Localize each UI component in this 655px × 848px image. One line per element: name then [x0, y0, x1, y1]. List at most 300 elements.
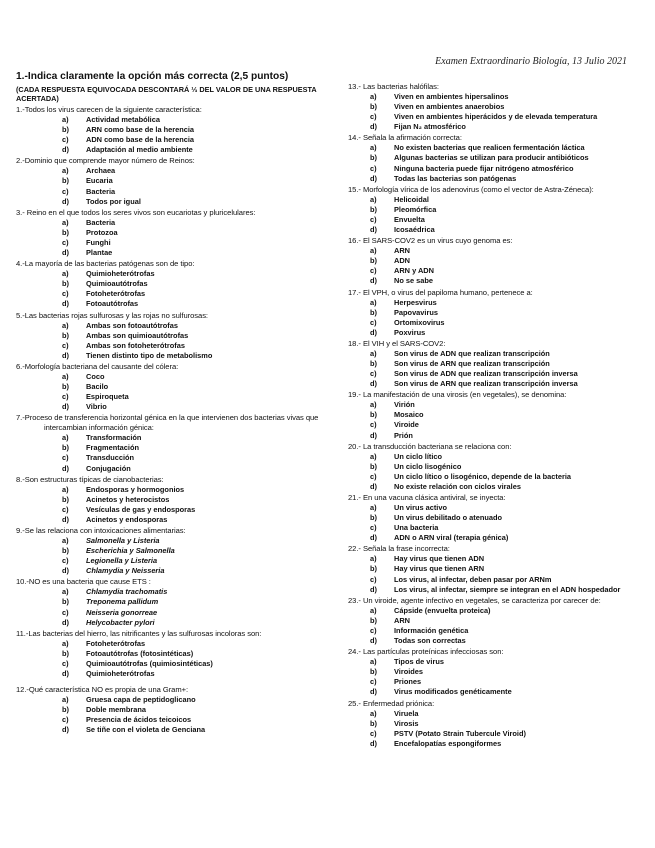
option-letter: a)	[370, 451, 377, 461]
answer-option[interactable]	[16, 125, 334, 135]
answer-option[interactable]	[16, 238, 334, 248]
answer-option[interactable]	[16, 321, 334, 331]
option-text: Salmonella y Listeria	[86, 536, 160, 545]
answer-option[interactable]	[348, 585, 648, 595]
option-letter: b)	[370, 513, 377, 523]
answer-option[interactable]	[348, 420, 648, 430]
answer-option[interactable]	[348, 122, 648, 132]
question	[16, 577, 334, 627]
exam-header: Examen Extraordinario Biología, 13 Julio 2021	[435, 56, 627, 67]
option-letter: b)	[370, 204, 377, 214]
option-letter: b)	[62, 443, 69, 453]
question	[348, 339, 648, 389]
option-text: Acinetos y heterocistos	[86, 494, 170, 504]
option-text: Quimioautótrofas	[86, 279, 148, 289]
option-text: PSTV (Potato Strain Tubercule Viroid)	[394, 728, 526, 738]
question	[16, 475, 334, 525]
answer-option[interactable]	[16, 228, 334, 238]
answer-option[interactable]	[16, 402, 334, 412]
option-text: Un virus debilitado o atenuado	[394, 513, 502, 523]
option-letter: d)	[370, 687, 377, 697]
option-letter: a)	[370, 400, 377, 410]
option-text: Viroide	[394, 420, 419, 430]
answer-option[interactable]	[348, 482, 648, 492]
option-letter: c)	[62, 556, 69, 566]
answer-option[interactable]	[348, 276, 648, 286]
option-text: Endosporas y hormogonios	[86, 484, 185, 494]
answer-option[interactable]	[16, 546, 334, 556]
answer-option[interactable]	[348, 205, 648, 215]
answer-option[interactable]	[16, 649, 334, 659]
option-letter: a)	[62, 115, 69, 124]
option-text: Chlamydia trachomatis	[86, 587, 168, 597]
option-text: Viven en ambientes anaerobios	[394, 102, 505, 112]
question-text: 16.- El SARS-COV2 es un virus cuyo genoma es:	[348, 236, 513, 246]
answer-option[interactable]	[16, 639, 334, 649]
answer-option[interactable]	[348, 513, 648, 523]
option-letter: c)	[370, 523, 377, 533]
option-letter: d)	[370, 327, 377, 337]
option-text: Información genética	[394, 625, 469, 635]
answer-option[interactable]	[16, 505, 334, 515]
option-letter: c)	[370, 471, 377, 481]
answer-option[interactable]	[348, 462, 648, 472]
option-text: Un virus activo	[394, 503, 447, 512]
answer-option[interactable]	[16, 135, 334, 145]
option-letter: d)	[62, 402, 69, 412]
option-text: Fotoautótrofas	[86, 299, 139, 309]
option-letter: a)	[370, 246, 377, 256]
option-text: Fotoheterótrofas	[86, 638, 146, 648]
option-letter: d)	[370, 481, 377, 491]
option-letter: d)	[62, 669, 69, 679]
option-text: Son virus de ARN que realizan transcripción inversa	[394, 379, 578, 389]
answer-option[interactable]	[16, 587, 334, 597]
option-letter: a)	[62, 433, 69, 443]
option-letter: b)	[370, 667, 377, 677]
question-text: 19.- La manifestación de una virosis (en vegetales), se denomina:	[348, 390, 567, 400]
option-letter: a)	[370, 605, 377, 615]
answer-option[interactable]	[16, 382, 334, 392]
option-text: Viven en ambientes hiperácidos y de elevada temperatura	[394, 112, 598, 122]
question	[348, 544, 648, 594]
option-text: Funghi	[86, 237, 111, 247]
option-text: Cápside (envuelta proteica)	[394, 605, 491, 615]
question-text: 7.-Proceso de transferencia horizontal génica en la que intervienen dos bacterias vivas que intercambian información génica:	[16, 413, 319, 433]
answer-option[interactable]	[348, 112, 648, 122]
answer-option[interactable]	[16, 464, 334, 474]
option-text: Espiroqueta	[86, 392, 129, 402]
answer-option[interactable]	[348, 102, 648, 112]
option-text: Los virus, al infectar, deben pasar por ARNm	[394, 574, 552, 584]
option-text: Un ciclo lítico o lisogénico, depende de la bacteria	[394, 471, 572, 481]
option-letter: b)	[62, 494, 69, 504]
answer-option[interactable]	[16, 392, 334, 402]
section-title: 1.-Indica claramente la opción más correcta (2,5 puntos)	[16, 71, 289, 82]
option-letter: d)	[62, 725, 69, 735]
option-letter: c)	[370, 369, 377, 379]
answer-option[interactable]	[348, 452, 648, 462]
option-text: Envuelta	[394, 214, 425, 224]
option-text: Una bacteria	[394, 523, 439, 533]
answer-option[interactable]	[348, 503, 648, 513]
option-letter: b)	[62, 597, 69, 607]
answer-option[interactable]	[16, 659, 334, 669]
answer-option[interactable]	[16, 218, 334, 228]
answer-option[interactable]	[16, 618, 334, 628]
option-text: Actividad metabólica	[86, 115, 160, 124]
answer-option[interactable]	[16, 279, 334, 289]
option-text: Coco	[86, 371, 105, 381]
question-text: 13.- Las bacterias halófilas:	[348, 82, 439, 91]
answer-option[interactable]	[348, 626, 648, 636]
option-text: ARN y ADN	[394, 266, 434, 276]
answer-option[interactable]	[348, 472, 648, 482]
question	[16, 629, 334, 679]
answer-option[interactable]	[16, 695, 334, 705]
option-text: Encefalopatías espongiformes	[394, 738, 502, 748]
answer-option[interactable]	[348, 298, 648, 308]
option-letter: c)	[62, 135, 69, 145]
option-text: Eucaria	[86, 176, 113, 186]
answer-option[interactable]	[16, 485, 334, 495]
option-text: Ambas son fotoheterótrofas	[86, 340, 185, 350]
answer-option[interactable]	[348, 379, 648, 389]
option-text: ADN	[394, 256, 411, 266]
option-text: Papovavirus	[394, 307, 438, 317]
answer-option[interactable]	[348, 616, 648, 626]
option-letter: b)	[370, 410, 377, 420]
answer-option[interactable]	[16, 197, 334, 207]
option-text: ARN como base de la herencia	[86, 125, 195, 135]
answer-option[interactable]	[348, 564, 648, 574]
answer-option[interactable]	[16, 453, 334, 463]
question	[348, 82, 648, 132]
question-text: 25.- Enfermedad priónica:	[348, 698, 435, 708]
option-letter: d)	[370, 225, 377, 235]
answer-option[interactable]	[16, 705, 334, 715]
answer-option[interactable]	[16, 187, 334, 197]
option-text: Hay virus que tienen ARN	[394, 564, 485, 574]
option-letter: a)	[62, 638, 69, 648]
question	[348, 236, 648, 286]
option-text: Presencia de ácidos teicoicos	[86, 715, 192, 725]
answer-option[interactable]	[16, 341, 334, 351]
answer-option[interactable]	[348, 709, 648, 719]
answer-option[interactable]	[348, 687, 648, 697]
option-letter: b)	[370, 153, 377, 163]
option-text: Herpesvirus	[394, 297, 437, 307]
question	[16, 311, 334, 361]
option-letter: d)	[62, 617, 69, 627]
right-column	[348, 82, 648, 749]
option-letter: a)	[62, 484, 69, 494]
option-text: Los virus, al infectar, siempre se integran en el ADN hospedador	[394, 584, 621, 594]
option-text: ADN o ARN viral (terapia génica)	[394, 533, 509, 543]
answer-option[interactable]	[16, 372, 334, 382]
option-text: No existe relación con ciclos virales	[394, 481, 521, 491]
option-text: Transformación	[86, 433, 142, 443]
option-text: Doble membrana	[86, 705, 146, 715]
option-letter: b)	[62, 381, 69, 391]
option-letter: c)	[62, 715, 69, 725]
answer-option[interactable]	[348, 92, 648, 102]
question-text: 12.-Qué característica NO es propia de una Gram+:	[16, 685, 189, 695]
answer-option[interactable]	[348, 667, 648, 677]
question	[348, 390, 648, 440]
option-letter: c)	[62, 340, 69, 350]
option-text: Todas son correctas	[394, 636, 466, 646]
answer-option[interactable]	[16, 289, 334, 299]
option-text: Icosaédrica	[394, 225, 435, 235]
answer-option[interactable]	[348, 246, 648, 256]
option-letter: b)	[370, 256, 377, 266]
option-letter: a)	[370, 708, 377, 718]
question-text: 2.-Dominio que comprende mayor número de Reinos:	[16, 156, 195, 166]
answer-option[interactable]	[348, 256, 648, 266]
answer-option[interactable]	[16, 248, 334, 258]
answer-option[interactable]	[348, 554, 648, 564]
option-letter: a)	[370, 348, 377, 358]
answer-option[interactable]	[16, 536, 334, 546]
question	[348, 442, 648, 492]
answer-option[interactable]	[348, 533, 648, 543]
option-text: Son virus de ARN que realizan transcripción	[394, 358, 550, 368]
answer-option[interactable]	[348, 225, 648, 235]
option-text: Se tiñe con el violeta de Genciana	[86, 725, 206, 735]
option-text: ARN	[394, 246, 411, 256]
question	[348, 185, 648, 235]
option-text: Un ciclo lítico	[394, 451, 443, 461]
option-letter: a)	[370, 657, 377, 667]
option-text: Tienen distinto tipo de metabolismo	[86, 350, 213, 360]
question	[348, 133, 648, 183]
question-text: 14.- Señala la afirmación correcta:	[348, 133, 462, 143]
option-text: Fotoautótrofas (fotosintéticas)	[86, 648, 194, 658]
question	[348, 699, 648, 749]
option-text: Ambas son quimioautótrofas	[86, 330, 189, 340]
option-letter: d)	[62, 248, 69, 258]
option-text: Ortomixovirus	[394, 317, 445, 327]
option-text: Vibrio	[86, 402, 107, 412]
option-letter: c)	[370, 574, 377, 584]
answer-option[interactable]	[348, 369, 648, 379]
option-text: Un ciclo lisogénico	[394, 461, 462, 471]
option-letter: b)	[62, 705, 69, 715]
option-letter: c)	[62, 186, 69, 196]
question-text: 10.-NO es una bacteria que cause ETS :	[16, 577, 151, 587]
option-letter: c)	[62, 289, 69, 299]
option-text: Todas las bacterias son patógenas	[394, 173, 517, 183]
question	[16, 259, 334, 309]
answer-option[interactable]	[16, 433, 334, 443]
option-letter: c)	[370, 266, 377, 276]
answer-option[interactable]	[16, 608, 334, 618]
question-text: 6.-Morfología bacteriana del causante del cólera:	[16, 361, 179, 371]
answer-option[interactable]	[16, 331, 334, 341]
option-letter: b)	[62, 279, 69, 289]
answer-option[interactable]	[348, 174, 648, 184]
answer-option[interactable]	[16, 115, 334, 125]
question-text: 24.- Las partículas proteínicas infecciosas son:	[348, 647, 504, 657]
answer-option[interactable]	[16, 299, 334, 309]
option-letter: c)	[62, 237, 69, 247]
answer-option[interactable]	[348, 523, 648, 533]
option-text: Plantae	[86, 248, 113, 258]
question-text: 1.-Todos los virus carecen de la siguiente característica:	[16, 105, 202, 114]
answer-option[interactable]	[348, 215, 648, 225]
option-letter: a)	[62, 536, 69, 545]
answer-option[interactable]	[348, 318, 648, 328]
answer-option[interactable]	[16, 495, 334, 505]
option-text: Tipos de virus	[394, 657, 444, 667]
option-letter: d)	[370, 430, 377, 440]
question-text: 5.-Las bacterias rojas sulfurosas y las rojas no sulfurosas:	[16, 310, 208, 320]
answer-option[interactable]	[16, 269, 334, 279]
option-text: Ninguna bacteria puede fijar nitrógeno atmosférico	[394, 163, 574, 173]
answer-option[interactable]	[348, 431, 648, 441]
option-text: Quimioautótrofas (quimiosintéticas)	[86, 658, 213, 668]
question	[348, 596, 648, 646]
option-letter: a)	[370, 143, 377, 153]
question-text: 21.- En una vacuna clásica antiviral, se inyecta:	[348, 493, 506, 502]
option-letter: d)	[62, 514, 69, 524]
option-letter: b)	[370, 718, 377, 728]
option-letter: b)	[370, 461, 377, 471]
answer-option[interactable]	[348, 266, 648, 276]
answer-option[interactable]	[348, 410, 648, 420]
option-text: Bacteria	[86, 217, 116, 227]
option-text: Treponema pallidum	[86, 597, 159, 607]
answer-option[interactable]	[348, 719, 648, 729]
option-letter: d)	[370, 584, 377, 594]
option-letter: a)	[370, 297, 377, 307]
option-letter: a)	[62, 320, 69, 330]
answer-option[interactable]	[348, 328, 648, 338]
option-letter: d)	[62, 196, 69, 206]
option-text: Fragmentación	[86, 443, 139, 453]
option-letter: c)	[62, 504, 69, 514]
answer-option[interactable]	[16, 443, 334, 453]
option-text: No se sabe	[394, 276, 434, 286]
answer-option[interactable]	[16, 715, 334, 725]
option-letter: a)	[370, 92, 377, 101]
option-letter: c)	[62, 658, 69, 668]
option-letter: c)	[370, 728, 377, 738]
question	[16, 685, 334, 735]
answer-option[interactable]	[348, 575, 648, 585]
right-question-list	[348, 82, 648, 749]
question-text: 8.-Son estructuras típicas de cianobacterias:	[16, 474, 164, 484]
option-text: Virus modificados genéticamente	[394, 687, 512, 697]
option-text: Helycobacter pylori	[86, 617, 155, 627]
option-letter: d)	[370, 738, 377, 748]
question-text: 3.- Reino en el que todos los seres vivos son eucariotas y pluricelulares:	[16, 207, 256, 217]
option-text: Virión	[394, 400, 415, 410]
option-letter: c)	[370, 214, 377, 224]
answer-option[interactable]	[16, 669, 334, 679]
answer-option[interactable]	[348, 636, 648, 646]
option-letter: c)	[62, 453, 69, 463]
option-letter: b)	[62, 227, 69, 237]
option-letter: b)	[370, 102, 377, 112]
option-letter: b)	[62, 125, 69, 135]
option-text: Chlamydia y Neisseria	[86, 566, 165, 576]
option-text: Vesículas de gas y endosporas	[86, 504, 196, 514]
option-text: Helicoidal	[394, 194, 429, 204]
question-text: 11.-Las bacterias del hierro, las nitrificantes y las sulfurosas incoloras son:	[16, 628, 262, 638]
answer-option[interactable]	[16, 351, 334, 361]
option-text: Son virus de ADN que realizan transcripción inversa	[394, 369, 578, 379]
answer-option[interactable]	[348, 359, 648, 369]
option-letter: a)	[62, 371, 69, 381]
option-text: Pleomórfica	[394, 204, 437, 214]
answer-option[interactable]	[348, 164, 648, 174]
option-letter: b)	[62, 546, 69, 556]
answer-option[interactable]	[348, 729, 648, 739]
option-text: Conjugación	[86, 463, 131, 473]
option-text: Viruela	[394, 708, 419, 718]
option-letter: a)	[62, 217, 69, 227]
option-letter: a)	[370, 194, 377, 204]
answer-option[interactable]	[16, 556, 334, 566]
option-letter: b)	[62, 648, 69, 658]
option-text: Acinetos y endosporas	[86, 514, 168, 524]
option-text: Gruesa capa de peptidoglicano	[86, 695, 196, 705]
answer-option[interactable]	[348, 677, 648, 687]
option-text: Transducción	[86, 453, 135, 463]
option-text: Son virus de ADN que realizan transcripción	[394, 348, 550, 358]
option-text: Quimioheterótrofas	[86, 269, 155, 279]
option-letter: d)	[62, 463, 69, 473]
answer-option[interactable]	[16, 566, 334, 576]
option-letter: d)	[370, 636, 377, 646]
answer-option[interactable]	[348, 400, 648, 410]
option-letter: b)	[370, 307, 377, 317]
answer-option[interactable]	[16, 176, 334, 186]
option-letter: d)	[62, 299, 69, 309]
option-letter: c)	[370, 317, 377, 327]
left-column	[16, 70, 334, 736]
option-text: Algunas bacterias se utilizan para producir antibióticos	[394, 153, 589, 163]
answer-option[interactable]	[348, 195, 648, 205]
option-letter: b)	[62, 176, 69, 186]
answer-option[interactable]	[348, 657, 648, 667]
answer-option[interactable]	[348, 308, 648, 318]
option-letter: d)	[62, 145, 69, 155]
answer-option[interactable]	[348, 143, 648, 153]
answer-option[interactable]	[348, 349, 648, 359]
answer-option[interactable]	[16, 145, 334, 155]
question	[16, 413, 334, 473]
answer-option[interactable]	[16, 515, 334, 525]
answer-option[interactable]	[348, 739, 648, 749]
option-letter: c)	[370, 677, 377, 687]
option-letter: b)	[370, 564, 377, 574]
answer-option[interactable]	[16, 725, 334, 735]
answer-option[interactable]	[16, 166, 334, 176]
option-text: ARN	[394, 615, 411, 625]
option-letter: c)	[370, 163, 377, 173]
option-letter: a)	[62, 587, 69, 597]
option-letter: b)	[62, 330, 69, 340]
answer-option[interactable]	[348, 153, 648, 163]
option-text: Bacilo	[86, 381, 109, 391]
answer-option[interactable]	[348, 606, 648, 616]
answer-option[interactable]	[16, 597, 334, 607]
option-text: Protozoa	[86, 227, 118, 237]
option-text: Viroides	[394, 667, 424, 677]
